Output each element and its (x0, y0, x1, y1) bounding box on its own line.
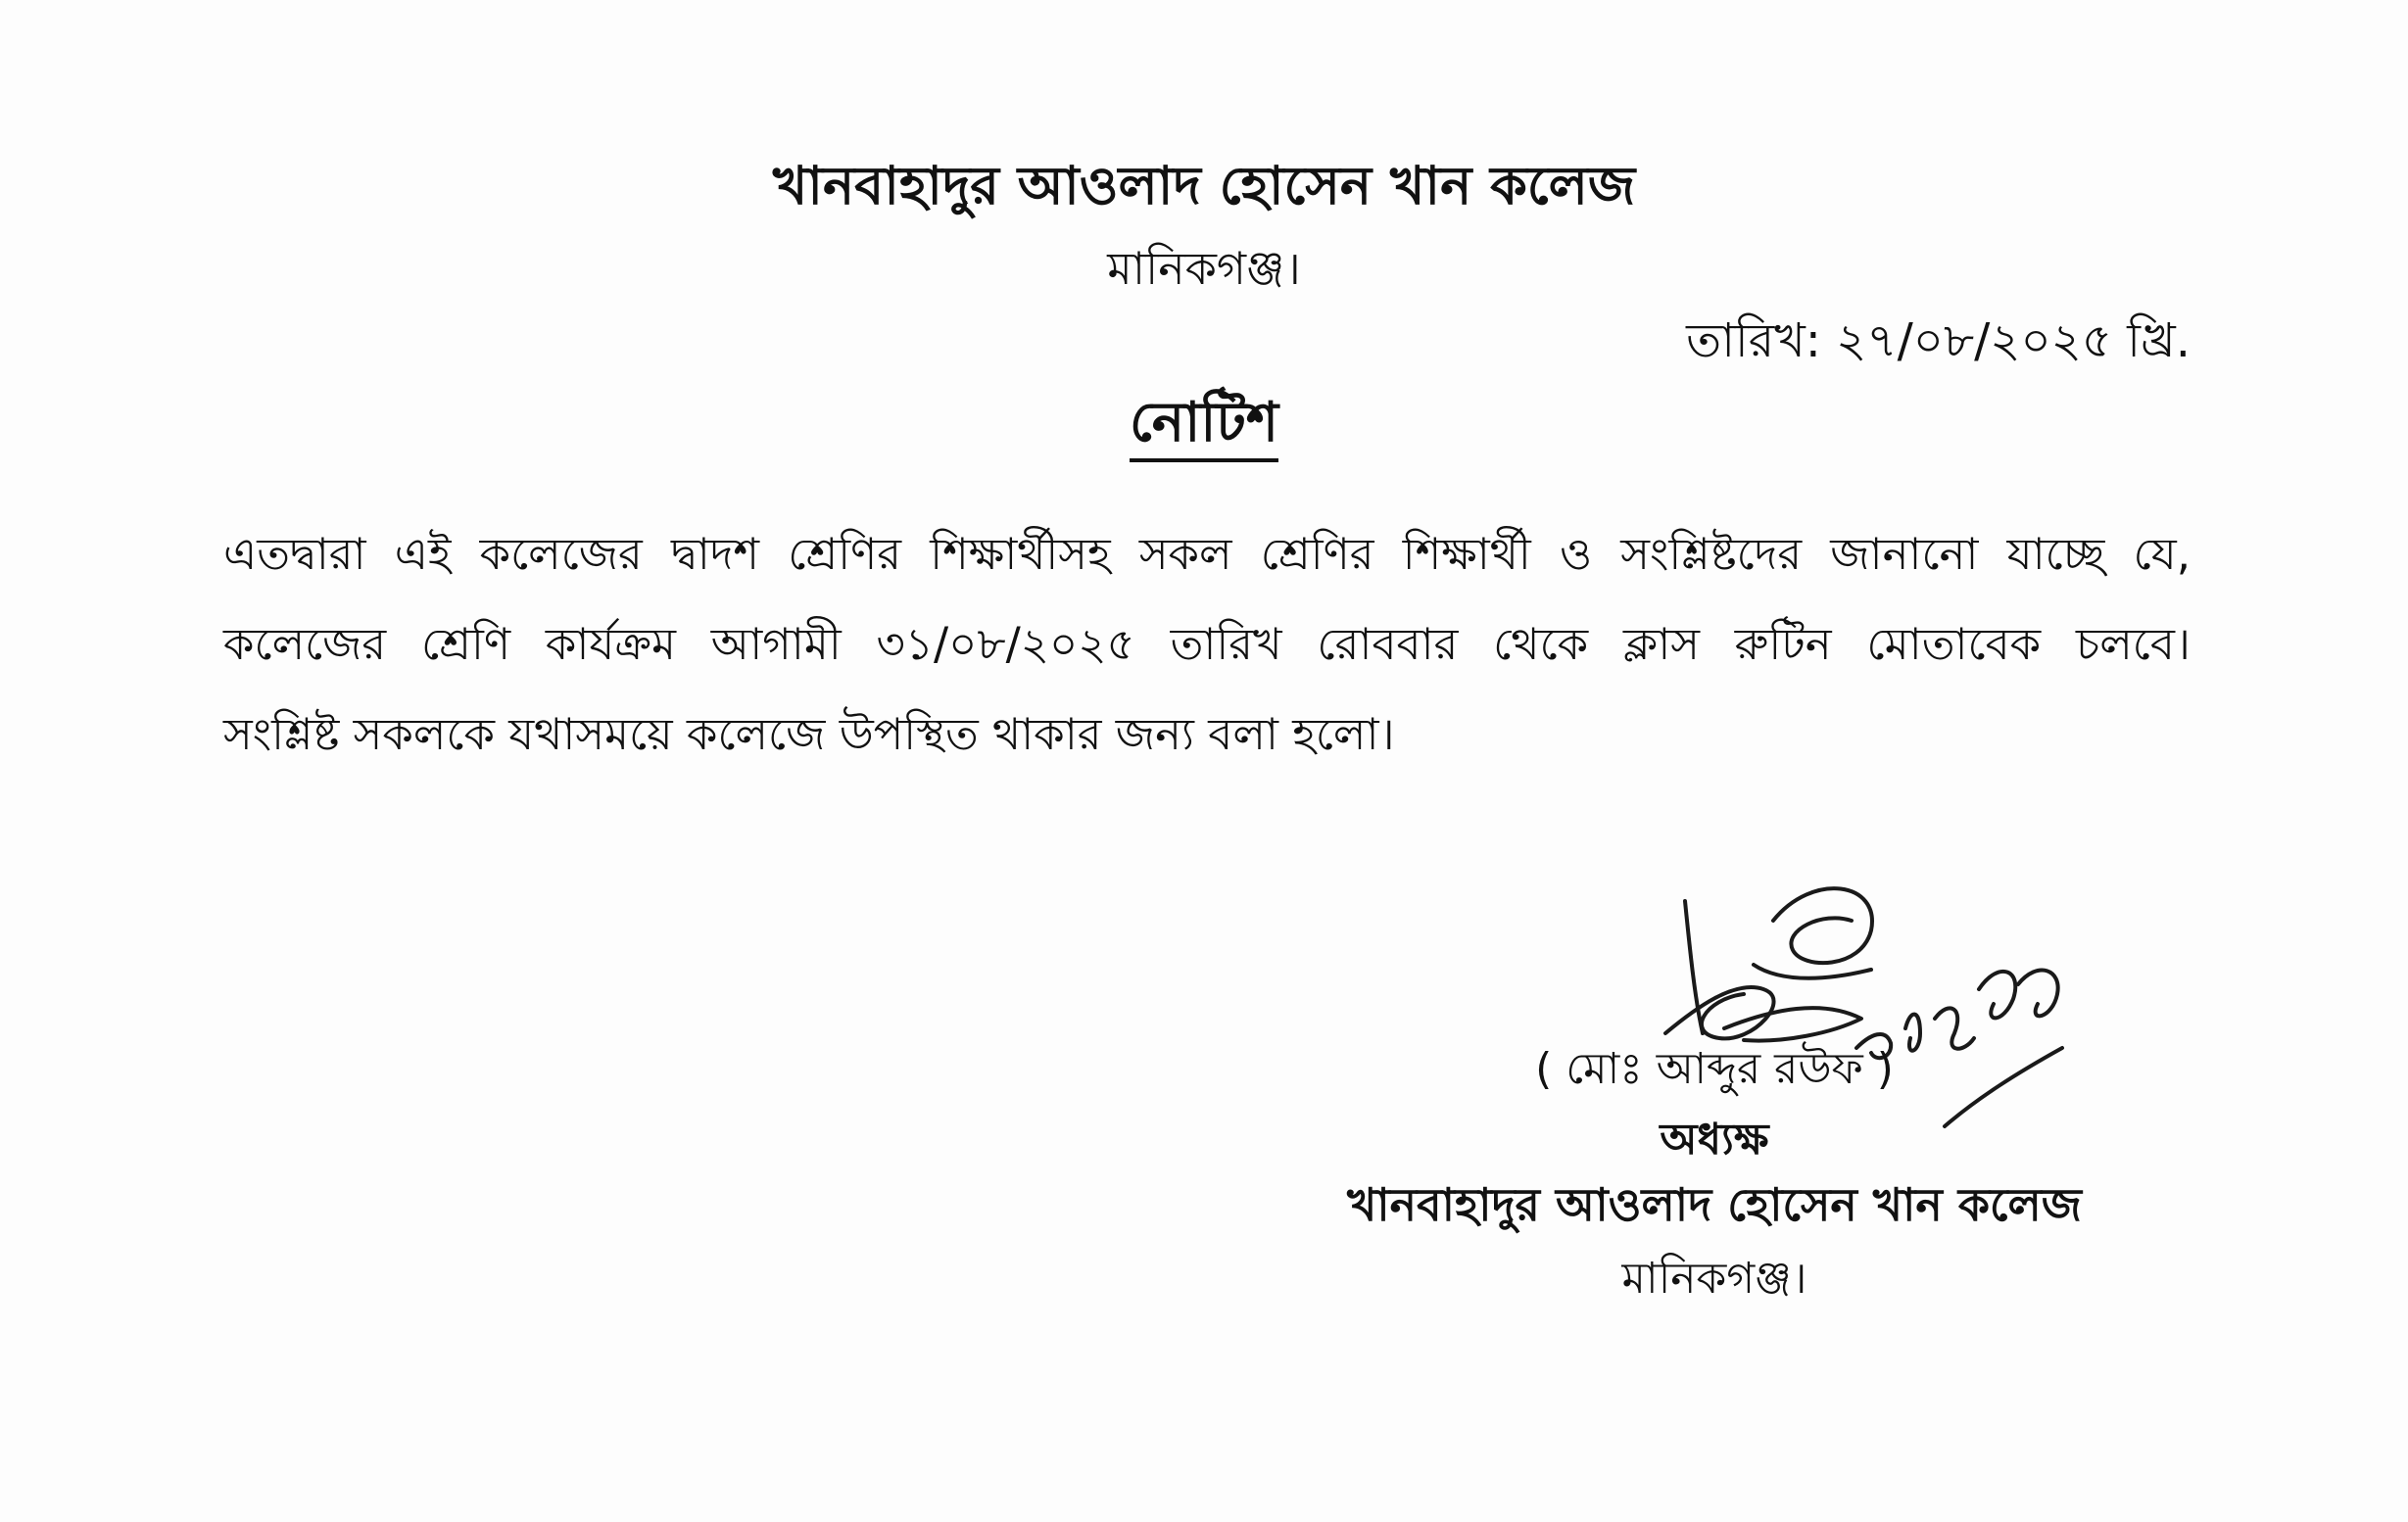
notice-body-line-1: এতদ্বারা এই কলেজের দ্বাদশ শ্রেণির শিক্ষার্থীসহ সকল শ্রেণির শিক্ষার্থী ও সংশ্লিষ্টদের জানানো যাচ্ছে যে, (223, 528, 2191, 580)
signatory-designation: অধ্যক্ষ (1660, 1115, 1769, 1165)
signatory-location: মানিকগঞ্জ। (1621, 1254, 1807, 1304)
institution-heading: খানবাহাদুর আওলাদ হোসেন খান কলেজ (772, 155, 1636, 216)
notice-title-wrapper (0, 380, 2408, 472)
institution-location: মানিকগঞ্জ। (1107, 242, 1301, 295)
notice-body (223, 509, 2191, 780)
notice-date: তারিখ: ২৭/০৮/২০২৫ খ্রি. (1686, 313, 2191, 368)
notice-body-line-3: সংশ্লিষ্ট সকলকে যথাসময়ে কলেজে উপস্থিত থাকার জন্য বলা হলো। (223, 708, 1395, 760)
notice-title: নোটিশ (1130, 391, 1278, 462)
signatory-institution: খানবাহাদুর আওলাদ হোসেন খান কলেজ (1347, 1178, 2082, 1231)
signatory-name: ( মোঃ আব্দুর রউফ ) (1535, 1044, 1894, 1094)
notice-body-line-2: কলেজের শ্রেণি কার্যক্রম আগামী ৩১/০৮/২০২৫ তারিখ রোববার থেকে ক্লাস রুটিন মোতাবেক চলবে। (223, 618, 2191, 670)
